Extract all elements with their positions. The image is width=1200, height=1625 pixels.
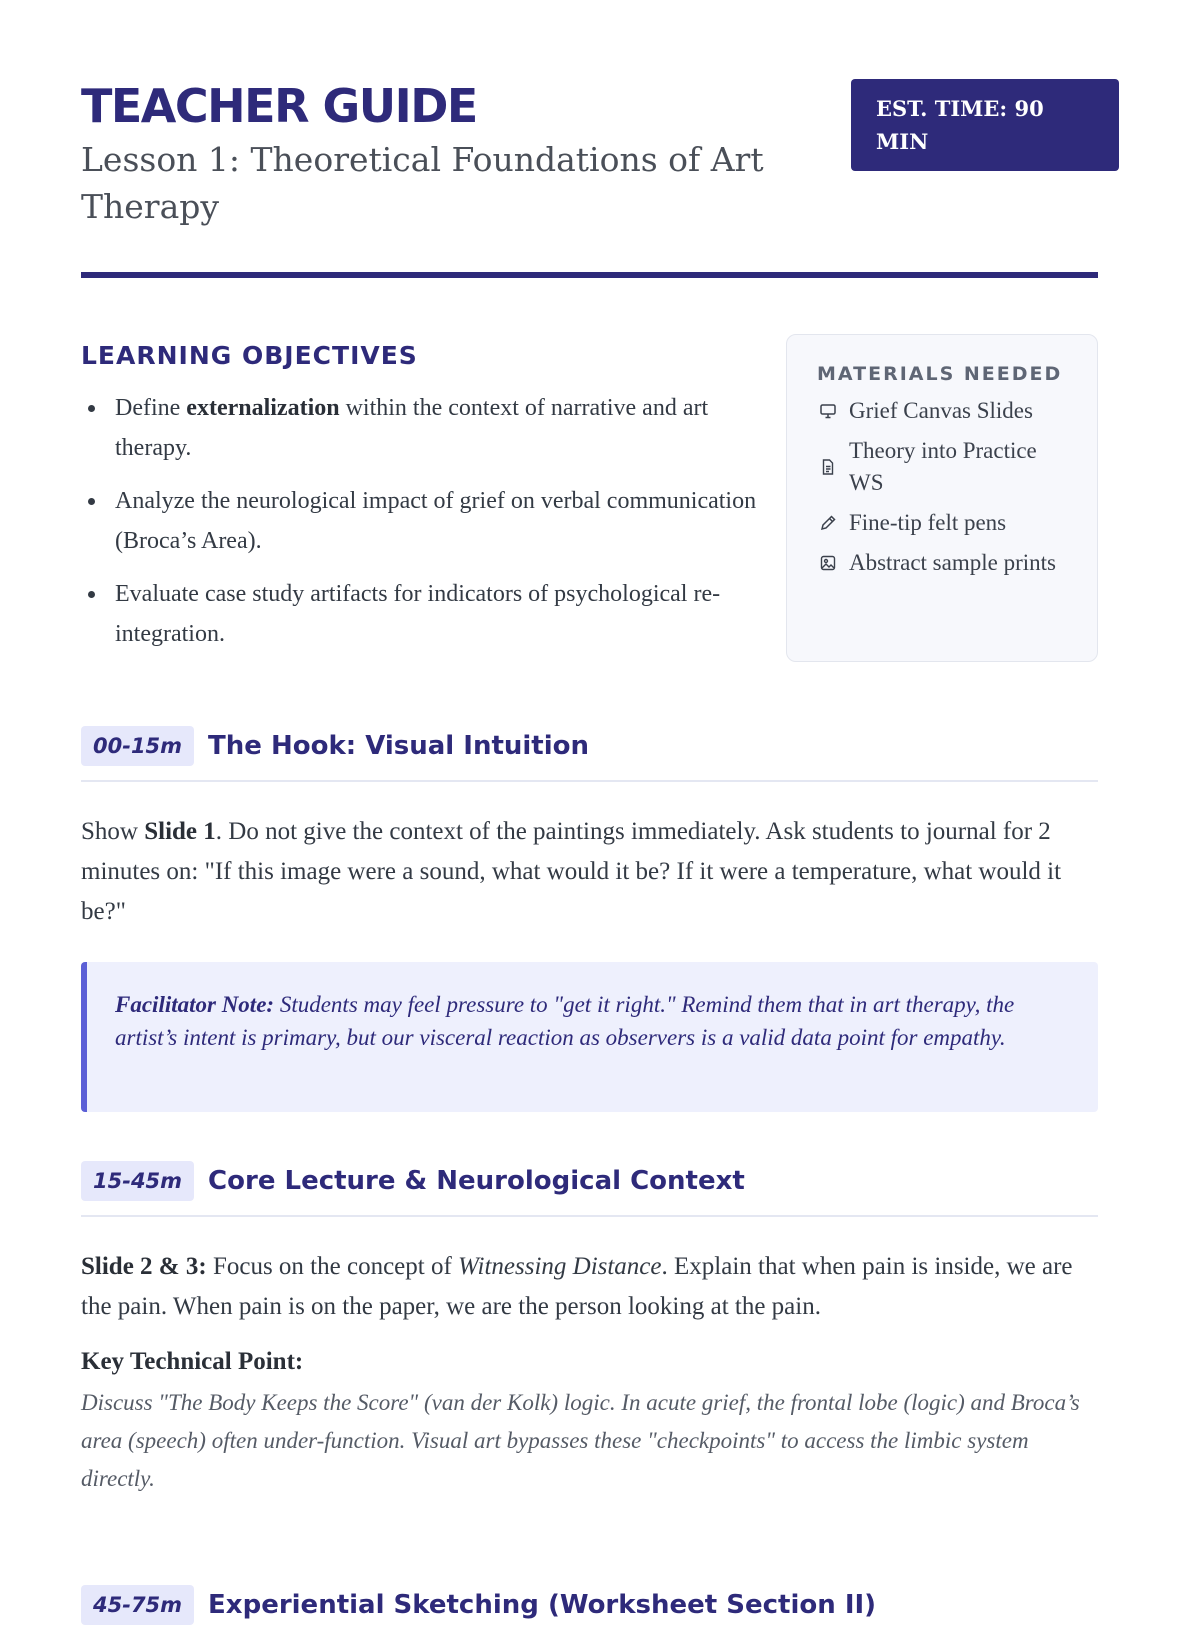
list-item [817, 435, 1069, 499]
header [81, 78, 1119, 278]
time-chip: 45-75m [81, 1585, 194, 1625]
section-hook [81, 726, 1098, 1112]
section-divider [81, 1215, 1098, 1217]
section-title: The Hook: Visual Intuition [208, 731, 590, 761]
facilitator-note [81, 962, 1098, 1112]
body-text: . Explain that when pain is inside, we are the pain. When pain is on the paper, we are the person looking at the pain. [81, 1253, 1073, 1320]
section-header [81, 1161, 1098, 1201]
section-header [81, 726, 1098, 766]
material-label: Theory into Practice WS [849, 438, 1037, 495]
slide-ref: Slide 1 [144, 818, 216, 845]
section-header [81, 1585, 1098, 1625]
section-body [81, 1247, 1098, 1327]
objectives-row [81, 334, 1098, 664]
list-item [817, 547, 1069, 579]
material-label: Grief Canvas Slides [849, 398, 1033, 423]
emphasis: Witnessing Distance [458, 1253, 662, 1280]
learning-objectives [81, 334, 771, 654]
objective-text: within the context of narrative and art therapy. [115, 395, 709, 461]
material-label: Abstract sample prints [849, 550, 1056, 575]
objective-term: externalization [186, 395, 340, 421]
key-point-label: Key Technical Point: [81, 1348, 304, 1375]
body-text: Focus on the concept of [206, 1253, 459, 1280]
section-title: Core Lecture & Neurological Context [208, 1166, 745, 1196]
slide-ref: Slide 2 & 3: [81, 1253, 207, 1280]
body-text: . Do not give the context of the paintings immediately. Ask students to journal for 2 minutes on: "If this image were a sound, what would it be? If it were a temperature, what would it be?" [81, 818, 1062, 925]
header-divider [81, 272, 1098, 278]
objective-text: Define [115, 395, 187, 421]
section-body [81, 812, 1098, 932]
objectives-list [81, 388, 771, 654]
image-icon [817, 552, 839, 574]
note-label: Facilitator Note: [115, 992, 275, 1017]
section-core-lecture [81, 1161, 1098, 1498]
lesson-title: Lesson 1: Theoretical Foundations of Art Therapy [81, 140, 764, 226]
time-chip: 00-15m [81, 726, 194, 766]
section-sketching [81, 1585, 1098, 1625]
section-title: Experiential Sketching (Worksheet Section II) [208, 1590, 877, 1620]
document-icon [817, 456, 839, 478]
list-item: Evaluate case study artifacts for indicators of psychological re-integration. [81, 574, 771, 654]
material-label: Fine-tip felt pens [849, 510, 1007, 535]
pen-icon [817, 512, 839, 534]
list-item [81, 388, 771, 468]
key-point-text: Discuss "The Body Keeps the Score" (van der Kolk) logic. In acute grief, the frontal lobe (logic) and Broca’s area (speech) often under-function. Visual art bypasses these "checkpoints" to access the limbic system directly. [81, 1390, 1080, 1491]
time-chip: 15-45m [81, 1161, 194, 1201]
list-item: Analyze the neurological impact of grief on verbal communication (Broca’s Area). [81, 481, 771, 561]
list-item [817, 395, 1069, 427]
materials-card [786, 334, 1098, 662]
list-item [817, 507, 1069, 539]
monitor-icon [817, 400, 839, 422]
materials-heading: MATERIALS NEEDED [817, 363, 1063, 385]
body-text: Show [81, 818, 145, 845]
time-badge: EST. TIME: 90 MIN [851, 79, 1119, 171]
note-text: Students may feel pressure to "get it right." Remind them that in art therapy, the artist’s intent is primary, but our visceral reaction as observers is a valid data point for empathy. [115, 992, 1015, 1050]
objectives-heading: LEARNING OBJECTIVES [81, 341, 418, 370]
section-divider [81, 780, 1098, 782]
page-title: TEACHER GUIDE [81, 79, 477, 133]
